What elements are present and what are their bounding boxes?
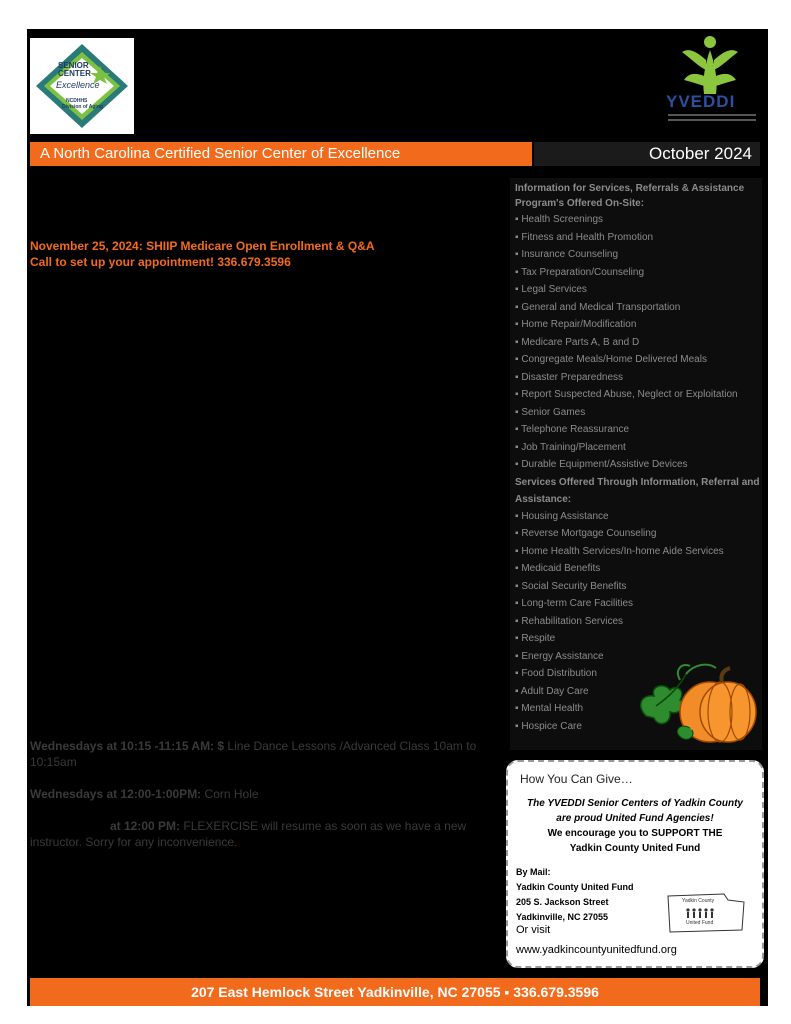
- list-item: ▪ Medicaid Benefits: [515, 560, 760, 578]
- sidebar-subheading: Services Offered Through Information, Referral and Assistance:: [515, 476, 760, 505]
- uf-logo-line-2: United Fund: [686, 920, 714, 926]
- mail-line-2: 205 S. Jackson Street: [516, 897, 609, 907]
- sidebar-heading: Information for Services, Referrals & Assistance: [515, 183, 745, 194]
- list-item: ▪ Long-term Care Facilities: [515, 595, 760, 613]
- list-item: ▪ Medicare Parts A, B and D: [515, 334, 760, 352]
- schedule-time: at 12:00 PM:: [110, 819, 181, 833]
- schedule-item: [30, 818, 500, 850]
- yveddi-logo: [660, 30, 760, 130]
- schedule-item: [30, 738, 500, 770]
- give-line-2: are proud United Fund Agencies!: [556, 813, 714, 824]
- list-item: ▪ Rehabilitation Services: [515, 613, 760, 631]
- united-fund-logo: [664, 890, 748, 936]
- logo-excellence-text: Excellence: [56, 80, 100, 90]
- senior-center-excellence-logo: [30, 38, 134, 134]
- list-item: ▪ Adult Day Care: [515, 683, 760, 701]
- list-item: ▪ Energy Assistance: [515, 648, 760, 666]
- list-item: ▪ Respite: [515, 630, 760, 648]
- give-message: [508, 796, 762, 856]
- list-item: ▪ Durable Equipment/Assistive Devices: [515, 456, 760, 474]
- or-visit-text: Or visit: [516, 924, 551, 936]
- mail-line-3: Yadkinville, NC 27055: [516, 912, 609, 922]
- sidebar-subheading: Program's Offered On-Site:: [515, 198, 645, 209]
- united-fund-link[interactable]: www.yadkincountyunitedfund.org: [516, 944, 677, 956]
- yveddi-tagline-line: [668, 119, 756, 121]
- give-line-3: We encourage you to SUPPORT THE: [547, 828, 723, 839]
- list-item: ▪ Housing Assistance: [515, 508, 760, 526]
- pumpkin-illustration: [636, 656, 764, 752]
- yveddi-tagline-line: [668, 114, 756, 116]
- list-item: ▪ Mental Health: [515, 700, 760, 718]
- logo-center-text: CENTER: [58, 69, 91, 78]
- certification-banner: A North Carolina Certified Senior Center of Excellence: [30, 142, 532, 166]
- notice-line-2: Call to set up your appointment! 336.679.3596: [30, 255, 291, 269]
- list-item: ▪ Social Security Benefits: [515, 578, 760, 596]
- month-label: October 2024: [534, 142, 760, 166]
- schedule-text: FLEXERCISE will resume as soon as we have a new instructor. Sorry for any inconvenience: [30, 819, 467, 849]
- medicare-notice: [30, 238, 375, 270]
- mail-address: [516, 865, 634, 925]
- list-item: ▪ Health Screenings: [515, 211, 760, 229]
- list-item: ▪ Fitness and Health Promotion: [515, 229, 760, 247]
- list-item: ▪ General and Medical Transportation: [515, 299, 760, 317]
- schedule-tail: .: [234, 835, 238, 849]
- footer-address: 207 East Hemlock Street Yadkinville, NC 27055 ▪ 336.679.3596: [30, 978, 760, 1006]
- give-line-4: Yadkin County United Fund: [569, 843, 701, 854]
- mail-line-1: Yadkin County United Fund: [516, 882, 634, 892]
- uf-logo-line-1: Yadkin County: [682, 898, 715, 904]
- list-item: ▪ Report Suspected Abuse, Neglect or Exploitation: [515, 386, 760, 404]
- list-item: ▪ Disaster Preparedness: [515, 369, 760, 387]
- give-title: How You Can Give…: [520, 772, 633, 786]
- schedule-item: [30, 786, 500, 802]
- give-line-1: The YVEDDI Senior Centers of Yadkin County: [527, 798, 743, 809]
- schedule-time: Wednesdays at 10:15 -11:15 AM: $: [30, 739, 225, 753]
- list-item: ▪ Reverse Mortgage Counseling: [515, 525, 760, 543]
- logo-ncdhhs-text: NCDHHS: [66, 98, 88, 104]
- schedule-text: Line Dance Lessons /Advanced Class 10am to 10:15am: [30, 739, 477, 769]
- list-item: ▪ Hospice Care: [515, 718, 760, 736]
- schedule-time: Wednesdays at 12:00-1:00PM:: [30, 787, 202, 801]
- how-to-give-box: [506, 760, 764, 968]
- notice-line-1: November 25, 2024: SHIIP Medicare Open Enrollment & Q&A: [30, 239, 375, 253]
- schedule-text: Corn Hole: [201, 787, 259, 801]
- yveddi-name: YVEDDI: [666, 92, 736, 111]
- list-item: ▪ Senior Games: [515, 404, 760, 422]
- list-item: ▪ Home Health Services/In-home Aide Services: [515, 543, 760, 561]
- list-item: ▪ Home Repair/Modification: [515, 316, 760, 334]
- list-item: ▪ Food Distribution: [515, 665, 760, 683]
- list-item: ▪ Telephone Reassurance: [515, 421, 760, 439]
- list-item: ▪ Congregate Meals/Home Delivered Meals: [515, 351, 760, 369]
- onsite-programs-list: [515, 211, 760, 474]
- list-item: ▪ Legal Services: [515, 281, 760, 299]
- logo-senior-text: SENIOR: [58, 61, 89, 70]
- list-item: ▪ Job Training/Placement: [515, 439, 760, 457]
- mail-label: By Mail:: [516, 867, 551, 877]
- logo-division-text: Division of Aging: [62, 104, 103, 110]
- list-item: ▪ Insurance Counseling: [515, 246, 760, 264]
- list-item: ▪ Tax Preparation/Counseling: [515, 264, 760, 282]
